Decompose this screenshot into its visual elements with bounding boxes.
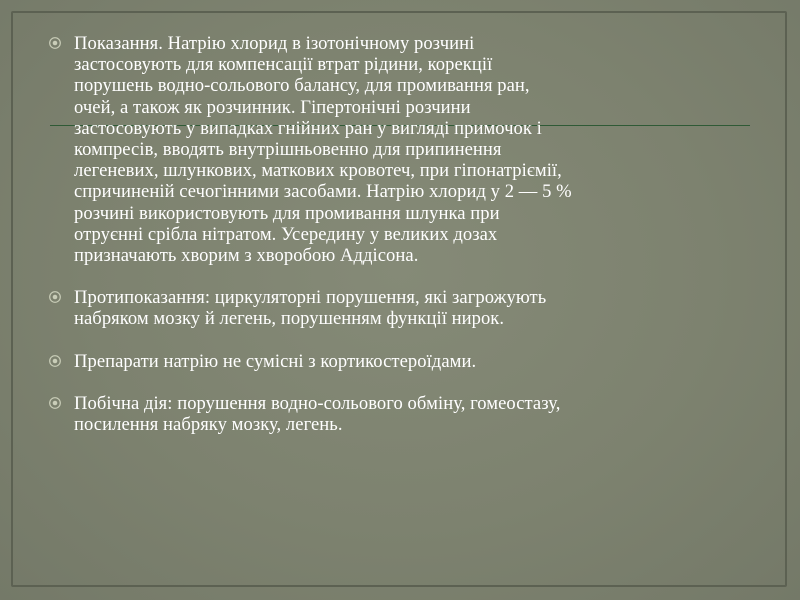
bullet-text: Показання. Натрію хлорид в ізотонічному розчині застосовують для компенсації втрат рідини, корекції порушень водно-сольового балансу, для промивання ран, очей, а також як розчинник. Гіпертонічні розчини застосовують у випадках гнійних ран у вигляді примочок і компресів, вводять внутрішньовенно для припинення легеневих, шлункових, маткових кровотеч, при гіпонатріємії, спричиненій сечогінними засобами. Натрію хлорид у 2 — 5 % розчині використовують для промивання шлунка при отруєнні срібла нітратом. Усередину у великих дозах призначають хворим з хворобою Аддісона. xyxy=(74,33,572,267)
bullet-incompatibility xyxy=(48,351,688,372)
circled-dot-icon xyxy=(48,290,62,304)
circled-dot-icon xyxy=(48,36,62,50)
bullet-text: Препарати натрію не сумісні з кортикостероїдами. xyxy=(74,350,477,372)
bullet-text: Протипоказання: циркуляторні порушення, які загрожують набряком мозку й легень, порушенням функції нирок. xyxy=(74,287,547,330)
bullet-text: Побічна дія: порушення водно-сольового обміну, гомеостазу, посилення набряку мозку, легень. xyxy=(74,392,561,436)
bullet-indications xyxy=(48,33,688,266)
circled-dot-icon xyxy=(48,354,62,368)
circled-dot-icon xyxy=(48,396,62,410)
bullet-contraindications xyxy=(48,287,688,329)
bullet-side-effects xyxy=(48,393,688,435)
bullet-list xyxy=(48,33,688,456)
